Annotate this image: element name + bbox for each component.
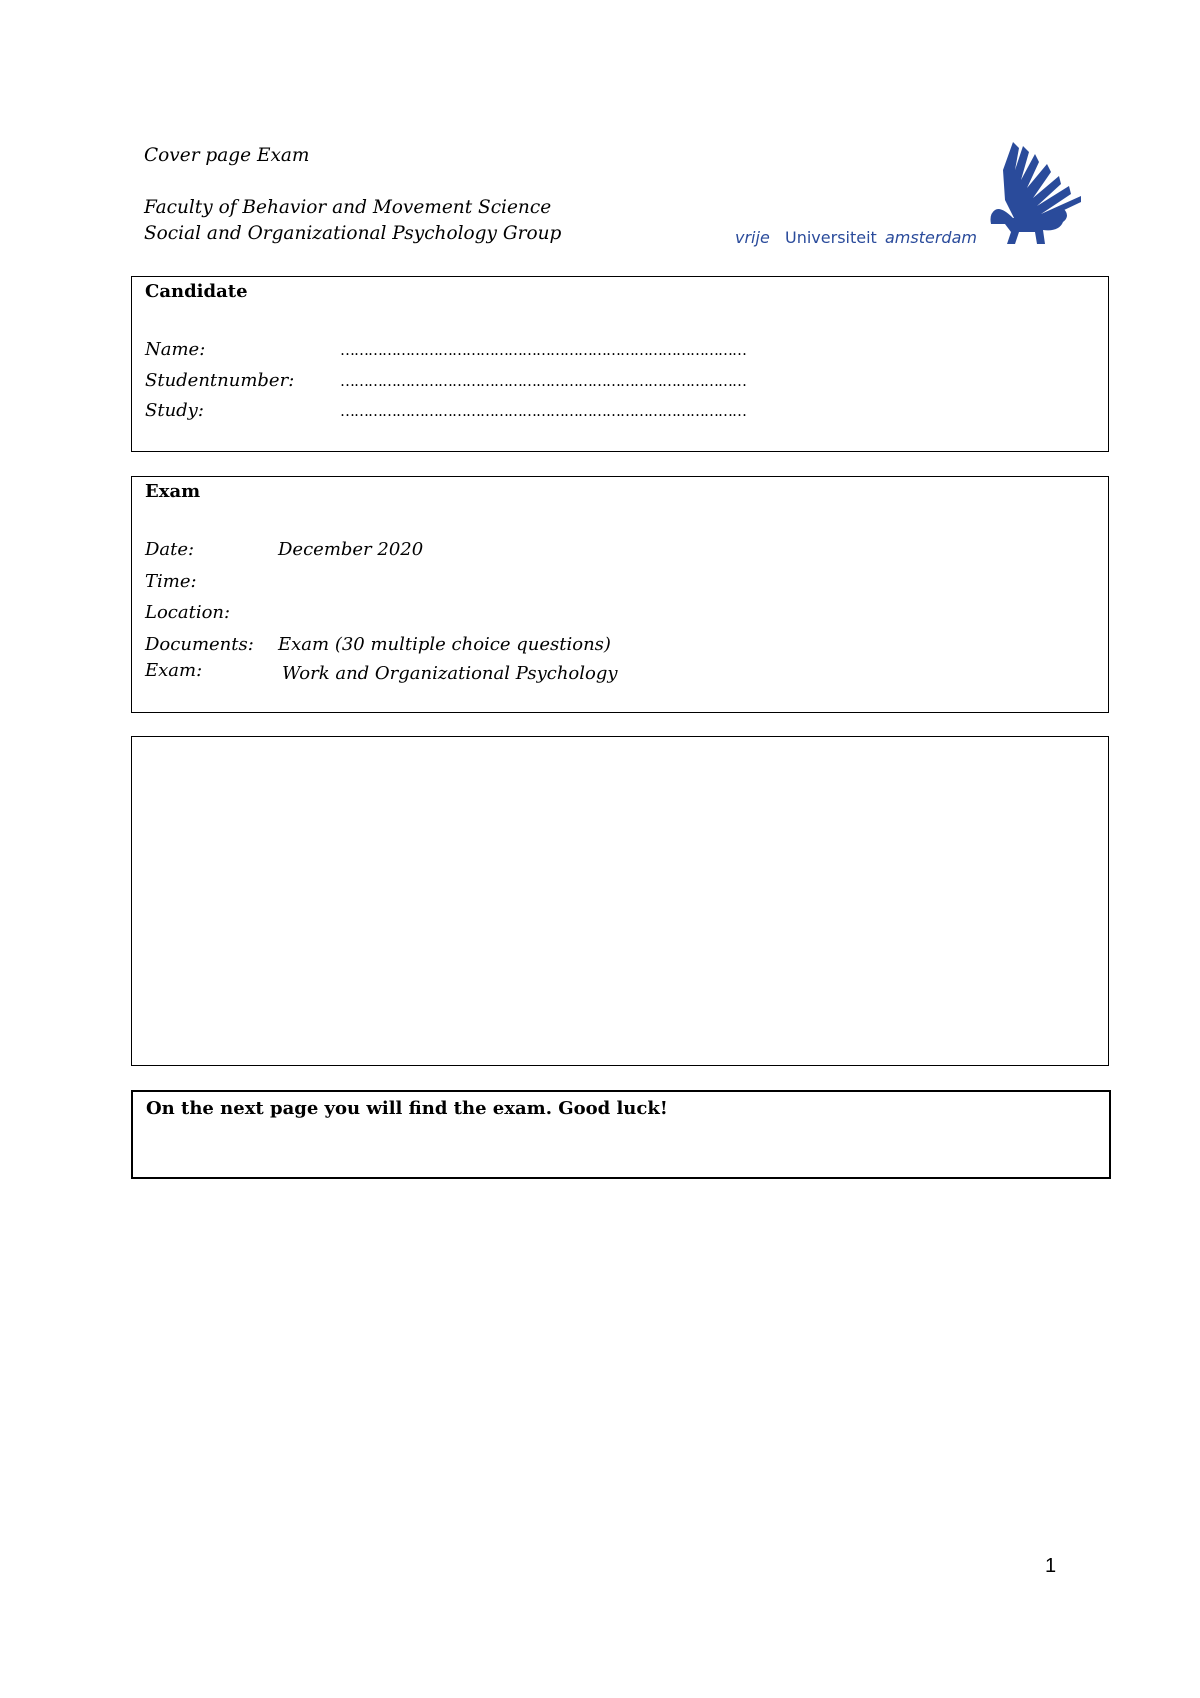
logo-text-amsterdam: amsterdam [885,228,977,247]
griffin-icon [985,140,1090,248]
date-value: December 2020 [278,539,424,560]
exam-name-label: Exam: [145,660,203,681]
candidate-box [131,276,1109,452]
next-page-message: On the next page you will find the exam. Good luck! [146,1098,668,1119]
exam-box [131,476,1109,713]
studentnumber-label: Studentnumber: [145,370,295,391]
study-field[interactable]: …………………………………………………………………………… [340,402,746,420]
empty-notes-box [131,736,1109,1066]
candidate-title: Candidate [145,281,248,302]
logo-text-universiteit: Universiteit [785,228,877,247]
location-label: Location: [145,602,231,623]
documents-value: Exam (30 multiple choice questions) [278,634,611,655]
page-number: 1 [1045,1555,1057,1577]
university-logo [735,140,1095,255]
date-label: Date: [145,539,195,560]
exam-name-value: Work and Organizational Psychology [282,663,618,684]
name-field[interactable]: …………………………………………………………………………… [340,341,746,359]
next-page-box [131,1090,1111,1179]
study-label: Study: [145,400,204,421]
logo-text-vrije: vrije [735,228,770,247]
exam-title: Exam [145,481,201,502]
faculty-line: Faculty of Behavior and Movement Science [144,197,552,218]
time-label: Time: [145,571,197,592]
studentnumber-field[interactable]: …………………………………………………………………………… [340,372,746,390]
name-label: Name: [145,339,206,360]
documents-label: Documents: [145,634,254,655]
cover-page-title: Cover page Exam [144,145,310,166]
group-line: Social and Organizational Psychology Group [144,223,562,244]
